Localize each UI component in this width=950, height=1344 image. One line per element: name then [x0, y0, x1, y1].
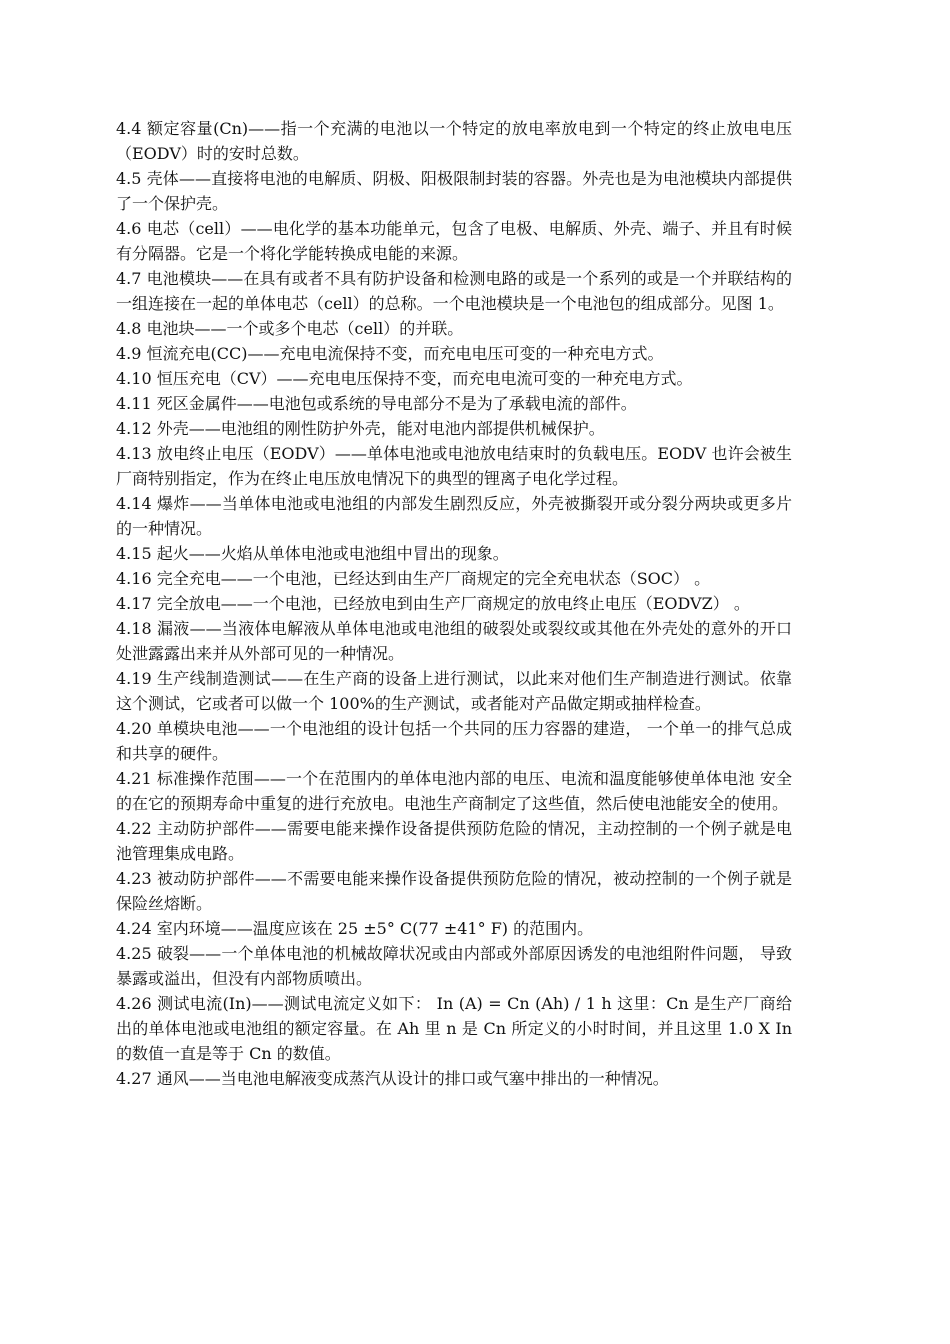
- definition-4-18: 4.18 漏液——当液体电解液从单体电池或电池组的破裂处或裂纹或其他在外壳处的意外的开口处泄露露出来并从外部可见的一种情况。: [116, 619, 792, 663]
- definition-4-11: 4.11 死区金属件——电池包或系统的导电部分不是为了承载电流的部件。: [116, 394, 637, 413]
- definition-4-25: 4.25 破裂——一个单体电池的机械故障状况或由内部或外部原因诱发的电池组附件问题， 导致暴露或溢出，但没有内部物质喷出。: [116, 944, 792, 988]
- document-body: [116, 116, 792, 1091]
- definition-4-24: 4.24 室内环境——温度应该在 25 ±5° C(77 ±41° F) 的范围内。: [116, 919, 594, 938]
- definition-4-17: 4.17 完全放电——一个电池，已经放电到由生产厂商规定的放电终止电压（EODVZ） 。: [116, 594, 750, 613]
- definition-4-20: 4.20 单模块电池——一个电池组的设计包括一个共同的压力容器的建造， 一个单一的排气总成和共享的硬件。: [116, 719, 792, 763]
- definition-4-27: 4.27 通风——当电池电解液变成蒸汽从设计的排口或气塞中排出的一种情况。: [116, 1069, 669, 1088]
- definition-4-6: 4.6 电芯（cell）——电化学的基本功能单元，包含了电极、电解质、外壳、端子、并且有时候有分隔器。它是一个将化学能转换成电能的来源。: [116, 219, 792, 263]
- definition-4-23: 4.23 被动防护部件——不需要电能来操作设备提供预防危险的情况，被动控制的一个例子就是保险丝熔断。: [116, 869, 792, 913]
- definition-4-7: 4.7 电池模块——在具有或者不具有防护设备和检测电路的或是一个系列的或是一个并联结构的一组连接在一起的单体电芯（cell）的总称。一个电池模块是一个电池包的组成部分。见图 1。: [116, 269, 792, 313]
- definition-4-12: 4.12 外壳——电池组的刚性防护外壳，能对电池内部提供机械保护。: [116, 419, 605, 438]
- definition-4-8: 4.8 电池块——一个或多个电芯（cell）的并联。: [116, 319, 464, 338]
- definition-4-14: 4.14 爆炸——当单体电池或电池组的内部发生剧烈反应，外壳被撕裂开或分裂分两块或更多片的一种情况。: [116, 494, 792, 538]
- definition-4-5: 4.5 壳体——直接将电池的电解质、阴极、阳极限制封装的容器。外壳也是为电池模块内部提供了一个保护壳。: [116, 169, 792, 213]
- definition-4-15: 4.15 起火——火焰从单体电池或电池组中冒出的现象。: [116, 544, 509, 563]
- definition-4-13: 4.13 放电终止电压（EODV）——单体电池或电池放电结束时的负载电压。EODV 也许会被生厂商特别指定，作为在终止电压放电情况下的典型的锂离子电化学过程。: [116, 444, 792, 488]
- definition-4-16: 4.16 完全充电——一个电池，已经达到由生产厂商规定的完全充电状态（SOC） 。: [116, 569, 711, 588]
- definition-4-4: 4.4 额定容量(Cn)——指一个充满的电池以一个特定的放电率放电到一个特定的终止放电电压（EODV）时的安时总数。: [116, 119, 792, 163]
- definition-4-26: 4.26 测试电流(In)——测试电流定义如下： In (A) = Cn (Ah) / 1 h 这里：Cn 是生产厂商给出的单体电池或电池组的额定容量。在 Ah 里 n 是 Cn 所定义的小时时间，并且这里 1.0 X In 的数值一直是等于 Cn 的数值。: [116, 994, 792, 1063]
- definition-4-21: 4.21 标准操作范围——一个在范围内的单体电池内部的电压、电流和温度能够使单体电池 安全的在它的预期寿命中重复的进行充放电。电池生产商制定了这些值，然后使电池能安全的使用。: [116, 769, 792, 813]
- definition-4-19: 4.19 生产线制造测试——在生产商的设备上进行测试，以此来对他们生产制造进行测试。依靠这个测试，它或者可以做一个 100%的生产测试，或者能对产品做定期或抽样检查。: [116, 669, 792, 713]
- definition-4-10: 4.10 恒压充电（CV）——充电电压保持不变，而充电电流可变的一种充电方式。: [116, 369, 693, 388]
- definition-4-9: 4.9 恒流充电(CC)——充电电流保持不变，而充电电压可变的一种充电方式。: [116, 344, 664, 363]
- definition-4-22: 4.22 主动防护部件——需要电能来操作设备提供预防危险的情况，主动控制的一个例子就是电池管理集成电路。: [116, 819, 792, 863]
